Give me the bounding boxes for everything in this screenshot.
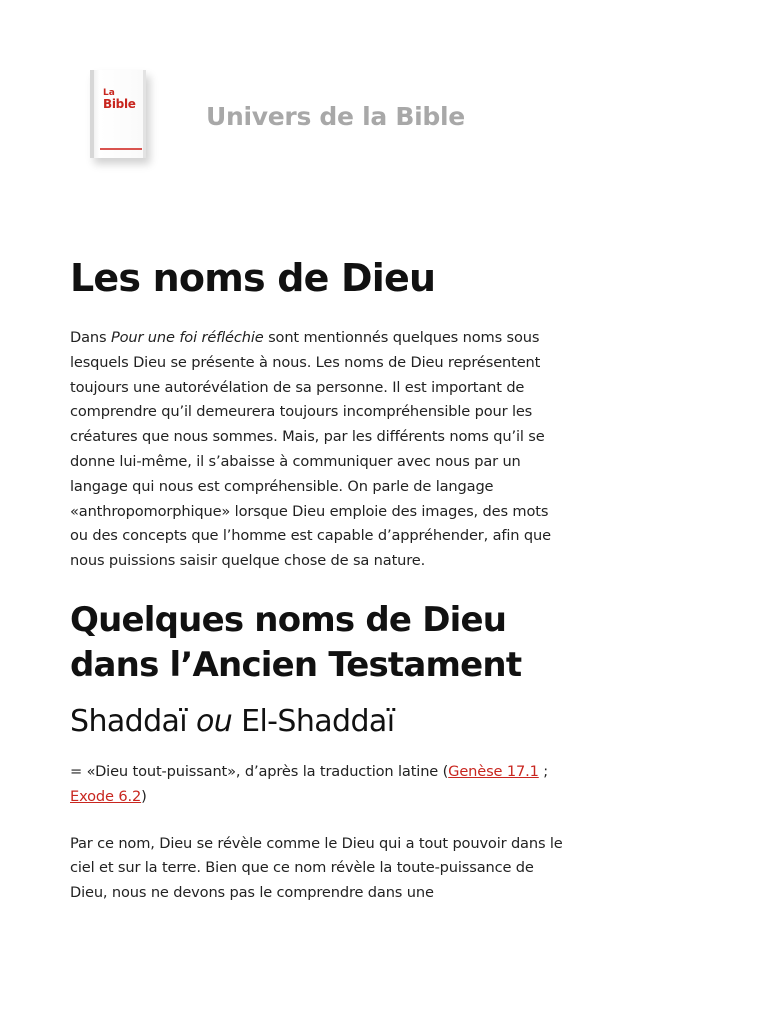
definition-paragraph xyxy=(70,760,570,810)
bible-logo[interactable] xyxy=(82,68,172,168)
article-content xyxy=(70,252,570,906)
logo-text-la: La xyxy=(103,88,115,98)
book-spine xyxy=(90,70,94,158)
intro-text-rest: sont mentionnés quelques noms sous lesquels Dieu se présente à nous. Les noms de Dieu représentent toujours une autorévélation de sa personne. Il est important de comprendre qu’il demeurera toujours incompréhensible pour les créatures que nous sommes. Mais, par les différents noms qu’il se donne lui-même, il s’abaisse à communiquer avec nous par un langage qui nous est compréhensible. On parle de langage «anthropomorphique» lorsque Dieu emploie des images, des mots ou des concepts que l’homme est capable d’appréhender, afin que nous puissions saisir quelque chose de sa nature. xyxy=(70,329,551,570)
book-title: Pour une foi réfléchie xyxy=(110,329,264,346)
subsection-connector: ou xyxy=(195,703,233,739)
subsection-name-1: Shaddaï xyxy=(70,703,196,739)
reference-separator: ; xyxy=(538,762,549,780)
body-paragraph-2: Par ce nom, Dieu se révèle comme le Dieu qui a tout pouvoir dans le ciel et sur la terre. Bien que ce nom révèle la toute-puissance de Dieu, nous ne devons pas le comprendre dans une xyxy=(70,834,563,902)
book-band xyxy=(100,148,142,150)
logo-text-bible: Bible xyxy=(103,97,136,111)
paragraph-gap xyxy=(70,810,570,832)
page-title: Les noms de Dieu xyxy=(70,256,436,300)
reference-link-genese[interactable]: Genèse 17.1 xyxy=(448,762,539,780)
intro-text-start: Dans xyxy=(70,329,111,346)
reference-link-exode[interactable]: Exode 6.2 xyxy=(70,787,142,805)
book-cover-icon xyxy=(90,70,146,158)
site-title[interactable]: Univers de la Bible xyxy=(206,102,465,131)
site-header xyxy=(0,0,768,200)
definition-close: ) xyxy=(141,787,147,805)
intro-paragraph xyxy=(70,326,570,574)
definition-text: = «Dieu tout-puissant», d’après la traduction latine ( xyxy=(70,762,449,780)
subsection-title xyxy=(70,702,570,742)
section-title: Quelques noms de Dieu dans l’Ancien Testament xyxy=(70,599,522,685)
subsection-name-2: El-Shaddaï xyxy=(232,703,395,739)
